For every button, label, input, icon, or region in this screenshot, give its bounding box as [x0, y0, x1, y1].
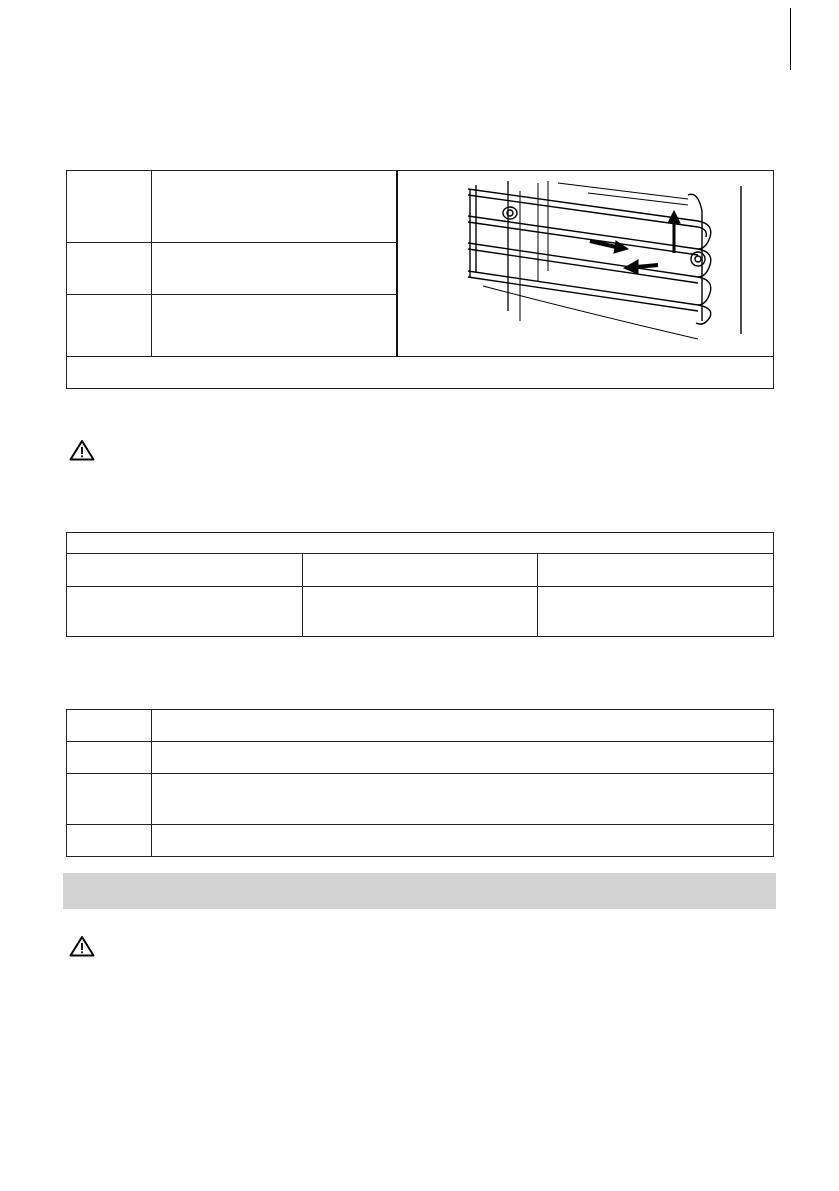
- step-number-cell: [67, 171, 152, 243]
- warning-triangle-icon: [69, 935, 95, 957]
- column-header: [67, 554, 303, 587]
- step-number-cell: [67, 742, 152, 774]
- warning-triangle-icon: [69, 439, 95, 461]
- rack-removal-table: [66, 170, 774, 389]
- section-heading-bar: [63, 873, 776, 909]
- shelf-support-illustration: [398, 171, 775, 351]
- step-number-cell: [67, 294, 152, 356]
- step-text-cell: [152, 742, 774, 774]
- shelf-support-illustration-cell: [397, 171, 774, 357]
- column-header: [538, 554, 774, 587]
- step-number-cell: [67, 825, 152, 857]
- value-cell: [67, 587, 303, 637]
- column-header: [303, 554, 538, 587]
- step-number-cell: [67, 710, 152, 742]
- crop-mark: [790, 8, 791, 70]
- spec-table-header: [67, 533, 774, 554]
- step-text-cell: [152, 171, 397, 243]
- value-cell: [303, 587, 538, 637]
- step-text-cell: [152, 825, 774, 857]
- spec-table: [66, 532, 774, 637]
- step-text-cell: [152, 294, 397, 356]
- steps-table: [66, 709, 774, 857]
- step-text-cell: [152, 242, 397, 294]
- step-text-cell: [152, 774, 774, 825]
- table-footer-cell: [67, 357, 774, 389]
- step-text-cell: [152, 710, 774, 742]
- step-number-cell: [67, 242, 152, 294]
- value-cell: [538, 587, 774, 637]
- step-number-cell: [67, 774, 152, 825]
